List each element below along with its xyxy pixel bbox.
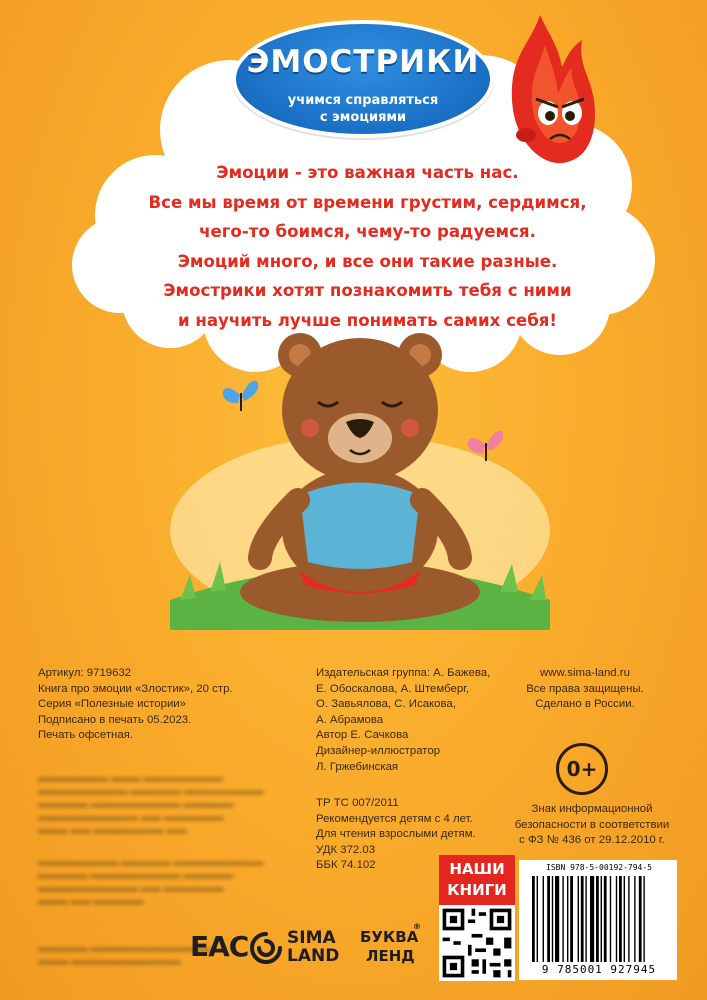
eac-mark: EAC <box>190 930 249 963</box>
info-line: Книга про эмоции «Злостик», 20 стр. <box>38 682 233 695</box>
barcode-bar <box>639 876 642 962</box>
intro-line: Эмоций много, и все они такие разные. <box>177 251 558 271</box>
nashi-knigi-line1: НАШИ <box>449 860 505 878</box>
barcode-bar <box>616 876 617 962</box>
barcode-bar <box>628 876 629 962</box>
blurred-address-info: ▬▬▬▬▬▬▬▬ ▬▬▬▬▬ ▬▬▬▬▬▬▬▬▬ ▬▬▬▬▬ ▬▬▬▬▬▬▬▬▬ ▬▬▬▬▬ ▬▬▬▬▬▬▬▬▬▬ ▬▬ ▬▬▬▬▬▬ ▬▬▬ ▬▬ ▬▬▬▬▬ <box>38 857 264 907</box>
blurred-manufacturer-info: ▬▬▬▬▬▬▬ ▬▬▬ ▬▬▬▬▬▬▬▬ ▬▬▬▬▬▬▬▬▬ ▬▬▬▬▬ ▬▬▬▬▬▬▬▬ ▬▬▬▬▬ ▬▬▬▬▬▬▬▬▬ ▬▬▬▬▬ ▬▬▬▬▬▬▬▬▬▬ ▬▬ ▬▬▬▬▬▬ ▬▬▬ ▬▬ ▬▬▬▬▬▬▬ ▬▬ <box>38 773 264 836</box>
info-line: Сделано в России. <box>535 698 635 711</box>
intro-text <box>120 158 615 335</box>
info-line: Рекомендуется детям с 4 лет. <box>316 812 473 825</box>
barcode-bar <box>570 876 573 962</box>
nashi-knigi-badge <box>439 855 515 905</box>
qr-code[interactable] <box>439 905 515 981</box>
info-line: А. Абрамова <box>316 713 384 726</box>
info-line: Подписано в печать 05.2023. <box>38 713 192 726</box>
barcode-bar <box>552 876 553 962</box>
info-line: безопасности в соответствии <box>514 818 670 831</box>
bukva-lend-line1: БУКВА <box>360 928 419 946</box>
info-line: Серия «Полезные истории» <box>38 698 187 711</box>
nashi-knigi-line2: КНИГИ <box>447 881 507 899</box>
barcode-bar <box>634 876 635 962</box>
info-line: Автор Е. Сачкова <box>316 729 409 742</box>
logo-subtitle-line1: учимся справляться <box>287 93 439 108</box>
info-line: Л. Гржебинская <box>316 760 399 773</box>
bukva-lend-logo <box>360 928 418 966</box>
sima-land-logo <box>287 929 339 965</box>
barcode-bar <box>604 876 607 962</box>
blurred-contact-info: ▬▬▬▬▬ ▬▬▬▬▬▬▬▬▬▬▬▬ ▬▬▬ ▬▬▬▬▬▬▬▬▬▬▬ <box>38 943 211 967</box>
barcode-bar <box>624 876 625 962</box>
intro-line: Все мы время от времени грустим, сердимся, <box>148 192 587 212</box>
barcode-bar <box>578 876 579 962</box>
info-line: Все права защищены. <box>526 682 644 695</box>
bukva-lend-line2: ЛЕНД <box>366 947 415 965</box>
barcode-bar <box>543 876 544 962</box>
barcode-bar <box>643 876 644 962</box>
info-line: Для чтения взрослыми детям. <box>316 828 476 841</box>
barcode-number: 9 785001 927945 <box>541 963 657 976</box>
website-link[interactable]: www.sima-land.ru <box>540 667 630 679</box>
meditating-bear-illustration <box>150 330 570 630</box>
info-line: Е. Обоскалова, А. Штемберг, <box>316 682 470 695</box>
isbn-label: ISBN 978-5-00192-794-5 <box>546 863 652 872</box>
logo-subtitle-line2: с эмоциями <box>319 110 407 125</box>
intro-line: чего-то боимся, чему-то радуемся. <box>199 222 536 241</box>
age-note <box>508 802 676 849</box>
barcode-bar <box>547 876 550 962</box>
intro-line: и научить лучше понимать самих себя! <box>177 310 557 330</box>
book-info <box>38 666 233 744</box>
info-line: О. Завьялова, С. Исакова, <box>316 698 456 711</box>
barcode-bar <box>610 876 611 962</box>
barcode-bar <box>601 876 602 962</box>
barcode-bar <box>532 876 535 962</box>
barcode-bar <box>596 876 599 962</box>
intro-line: Эмострики хотят познакомить тебя с ними <box>163 281 572 300</box>
info-line: Артикул: 9719632 <box>38 667 132 679</box>
blue-butterfly <box>223 381 259 411</box>
info-line: Знак информационной <box>531 803 653 815</box>
registered-mark-icon: ® <box>413 922 421 931</box>
barcode-bar <box>537 876 538 962</box>
sima-land-line1: SIMA <box>287 928 336 948</box>
info-line: с ФЗ № 436 от 29.12.2010 г. <box>519 834 665 847</box>
publisher-info <box>316 666 490 775</box>
sima-land-swirl-icon <box>248 930 284 966</box>
barcode-bar <box>555 876 559 962</box>
info-line: ТР ТС 007/2011 <box>316 797 399 809</box>
barcode-bars <box>532 876 668 962</box>
age-rating-badge: 0+ <box>556 743 608 795</box>
logo-title: ЭМОСТРИКИ <box>246 44 480 80</box>
barcode-bar <box>585 876 586 962</box>
sima-land-line2: LAND <box>287 946 340 966</box>
barcode-bar <box>619 876 622 962</box>
site-info <box>520 666 650 713</box>
fire-character-illustration <box>500 5 600 170</box>
info-line: ББК 74.102 <box>316 859 376 872</box>
info-line: Издательская группа: А. Бажева, <box>316 667 491 679</box>
barcode-bar <box>562 876 563 962</box>
barcode-bar <box>590 876 594 962</box>
info-line: Дизайнер-иллюстратор <box>316 744 441 757</box>
barcode-bar <box>567 876 568 962</box>
qr-code-icon <box>439 905 515 981</box>
intro-line: Эмоции - это важная часть нас. <box>216 163 519 182</box>
barcode-bar <box>581 876 584 962</box>
info-line: УДК 372.03 <box>316 843 376 856</box>
info-line: Печать офсетная. <box>38 729 134 742</box>
